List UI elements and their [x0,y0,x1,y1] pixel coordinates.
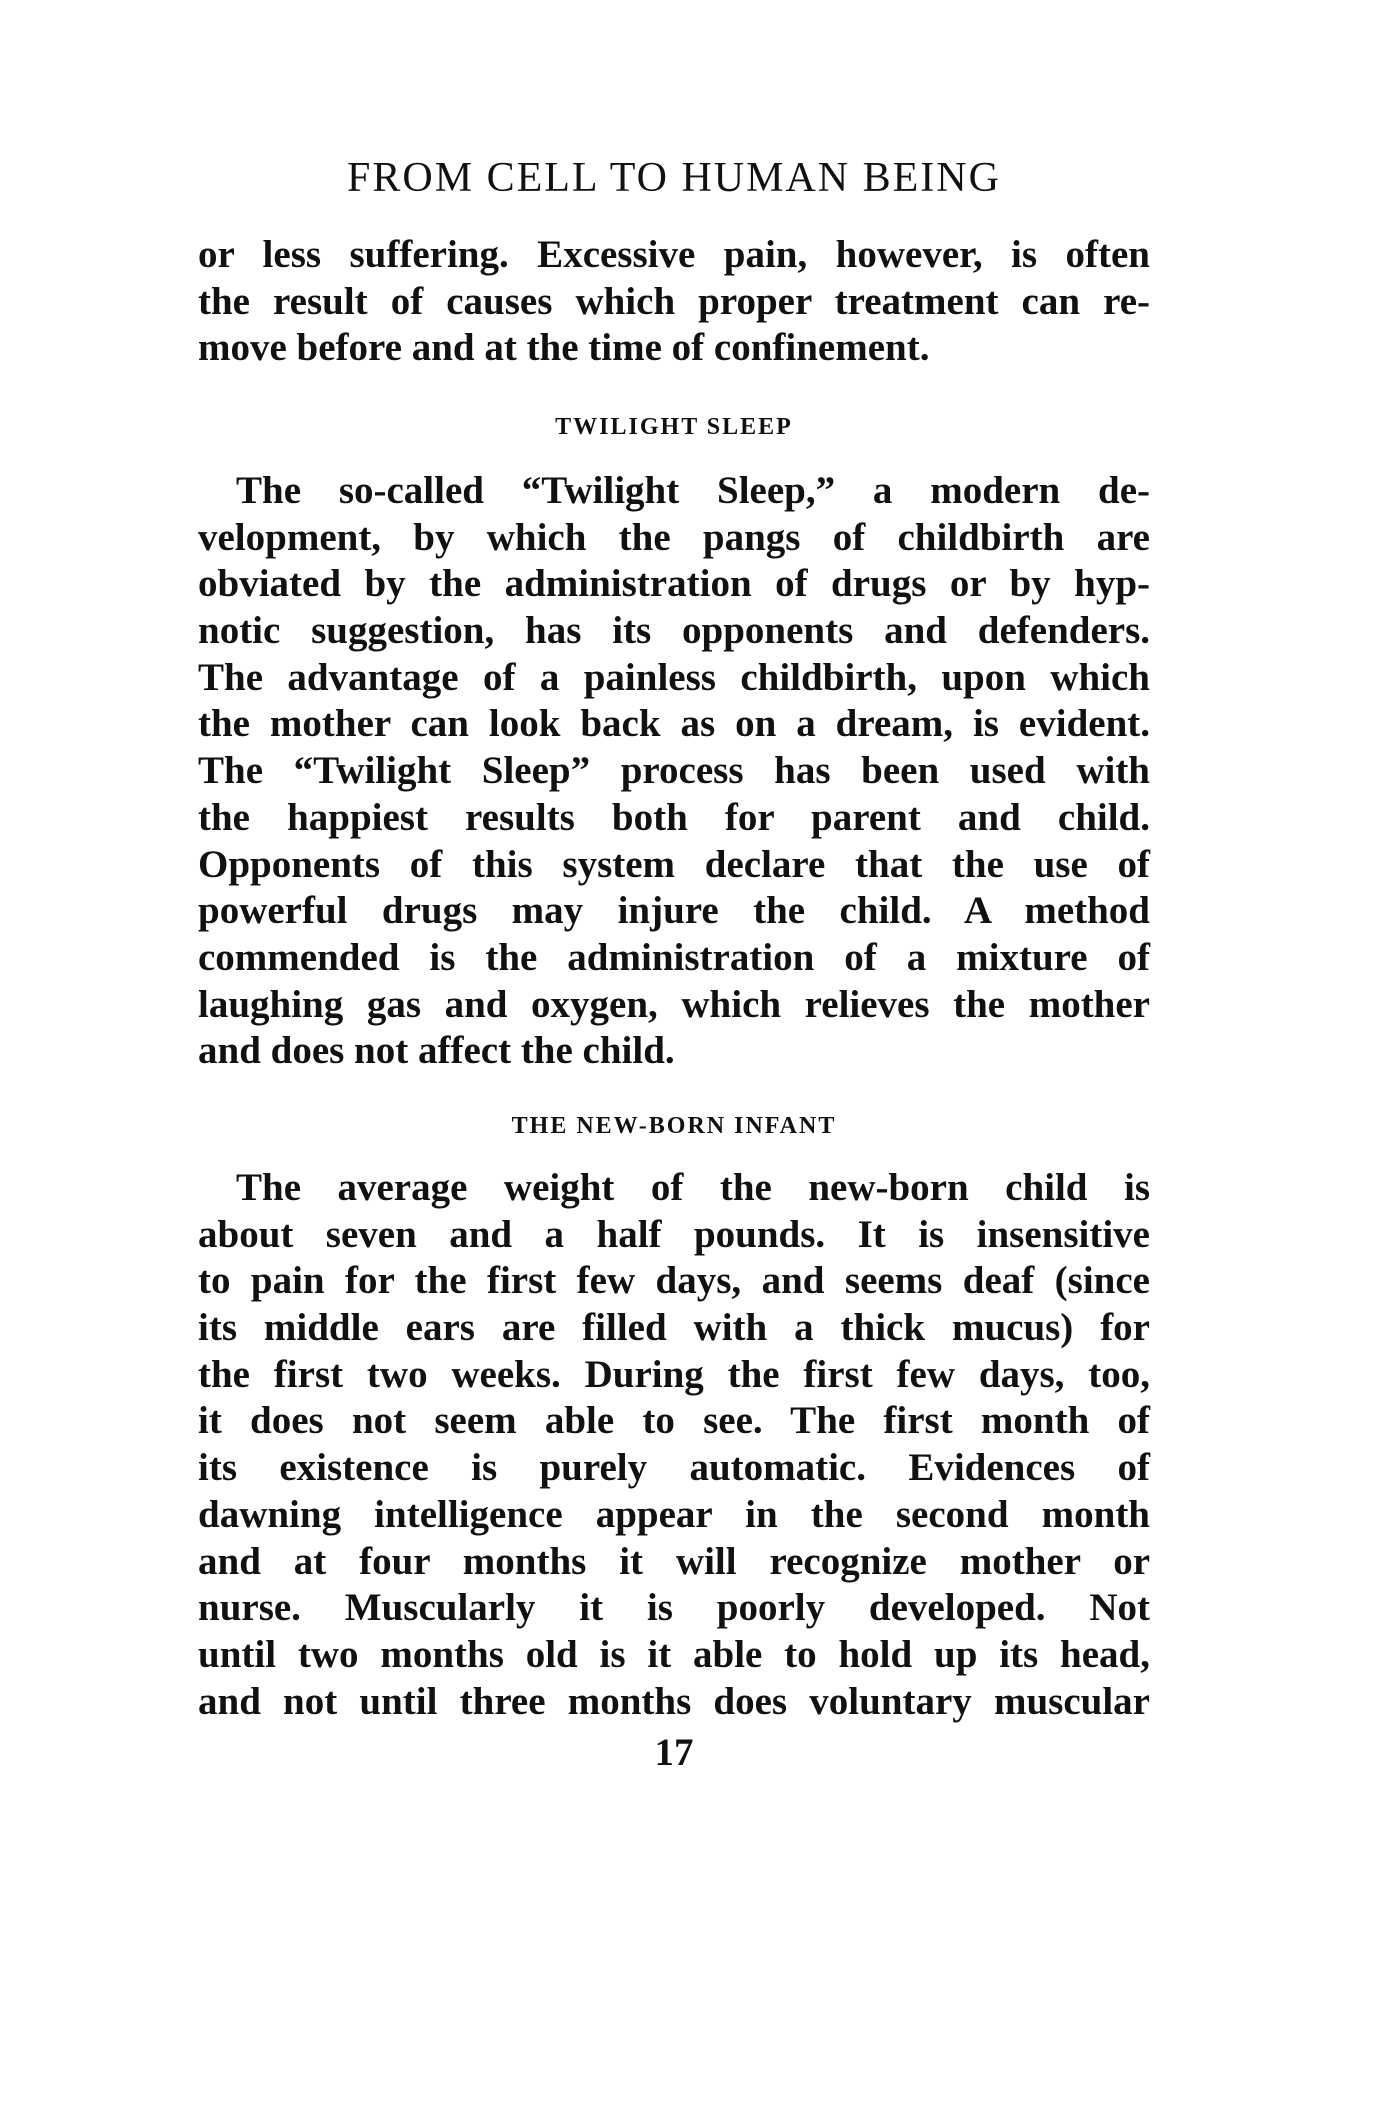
text-line: The so-called “Twilight Sleep,” a modern de- [236,469,1150,512]
text-line: laughing gas and oxygen, which relieves the mother [198,982,1150,1026]
text-line: move before and at the time of confinement. [198,326,930,370]
text-line: The advantage of a painless childbirth, upon which [198,655,1150,699]
new-born-infant-paragraph [198,1165,1150,1725]
twilight-sleep-paragraph [198,468,1150,1075]
text-line: commended is the administration of a mixture of [198,935,1150,979]
section-heading-new-born-infant: THE NEW-BORN INFANT [511,1113,837,1139]
text-line: to pain for the first few days, and seems deaf (since [198,1259,1150,1303]
text-line: the mother can look back as on a dream, is evident. [198,702,1150,746]
text-line: The “Twilight Sleep” process has been used with [198,749,1150,793]
text-line: the happiest results both for parent and child. [198,795,1150,839]
section-heading-twilight-sleep: TWILIGHT SLEEP [555,414,793,440]
text-line: Opponents of this system declare that the use of [198,842,1150,886]
text-line: velopment, by which the pangs of childbirth are [198,515,1150,559]
text-line: until two months old is it able to hold up its head, [198,1632,1150,1676]
text-line: the first two weeks. During the first few days, too, [198,1352,1150,1396]
text-line: and does not affect the child. [198,1029,675,1073]
text-line: the result of causes which proper treatment can re- [198,279,1150,323]
text-line: The average weight of the new-born child is [236,1166,1150,1209]
opening-paragraph [198,232,1150,372]
text-line: about seven and a half pounds. It is insensitive [198,1212,1150,1256]
page-number: 17 [654,1731,694,1774]
text-line: notic suggestion, has its opponents and defenders. [198,609,1150,653]
text-line: obviated by the administration of drugs or by hyp- [198,562,1150,606]
text-line: nurse. Muscularly it is poorly developed. Not [198,1586,1150,1630]
text-line: and at four months it will recognize mother or [198,1539,1150,1583]
running-head: FROM CELL TO HUMAN BEING [347,155,1001,201]
text-line: its existence is purely automatic. Evidences of [198,1446,1150,1490]
text-line: and not until three months does voluntary muscular [198,1679,1150,1723]
text-line: dawning intelligence appear in the second month [198,1492,1150,1536]
text-line: it does not seem able to see. The first month of [198,1399,1150,1443]
text-line: its middle ears are filled with a thick mucus) for [198,1306,1150,1350]
text-line: powerful drugs may injure the child. A method [198,889,1150,933]
text-line: or less suffering. Excessive pain, however, is often [198,233,1150,276]
